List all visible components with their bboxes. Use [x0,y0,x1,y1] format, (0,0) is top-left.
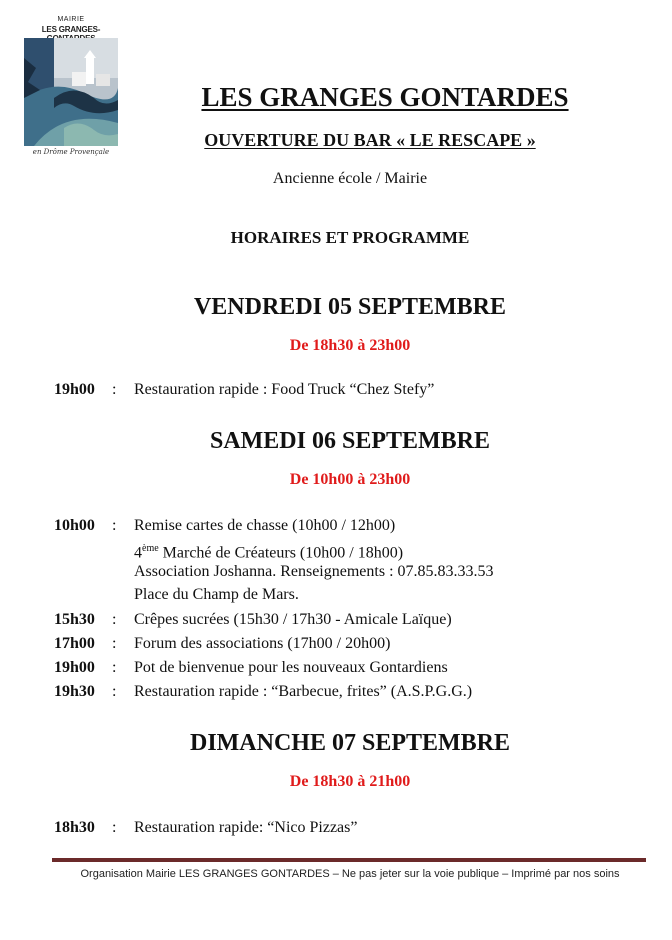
ordinal-suffix: ème [142,543,159,554]
event-location: Ancienne école / Mairie [272,170,428,187]
event-time: 19h00 [54,659,95,676]
event-description: Restauration rapide : “Barbecue, frites” (A.S.P.G.G.) [134,683,473,700]
event-time: 10h00 [54,517,95,534]
event-description: Restauration rapide: “Nico Pizzas” [134,819,358,836]
separator: : [112,635,117,652]
schedule-row [54,656,448,679]
separator: : [112,659,117,676]
ordinal-number: 4 [134,544,142,562]
day-title-sunday: DIMANCHE 07 SEPTEMBRE [189,730,511,756]
page-title: LES GRANGES GONTARDES [201,82,569,112]
event-subtitle: OUVERTURE DU BAR « LE RESCAPE » [204,130,536,150]
separator: : [112,517,117,534]
event-description: Marché de Créateurs (10h00 / 18h00) [158,544,404,562]
event-time: 15h30 [54,611,95,628]
event-description: Remise cartes de chasse (10h00 / 12h00) [134,517,396,534]
day-title-friday: VENDREDI 05 SEPTEMBRE [193,294,507,320]
schedule-heading: HORAIRES ET PROGRAMME [230,228,470,247]
day-hours-sunday: De 18h30 à 21h00 [289,773,411,790]
schedule-continuation: Place du Champ de Mars. [134,586,299,603]
separator: : [112,683,117,700]
schedule-row [54,816,357,839]
event-time: 18h30 [54,819,95,836]
schedule-continuation: Association Joshanna. Renseignements : 07.85.83.33.53 [134,563,494,580]
event-description: Restauration rapide : Food Truck “Chez Stefy” [134,381,435,398]
schedule-row [54,632,390,655]
logo-mairie-text: MAIRIE [57,16,85,23]
separator: : [112,611,117,628]
event-description: Pot de bienvenue pour les nouveaux Gontardiens [134,659,448,676]
schedule-row [54,378,434,401]
separator: : [112,819,117,836]
footer-note: Organisation Mairie LES GRANGES GONTARDES – Ne pas jeter sur la voie publique – Imprimé par nos soins [80,868,620,880]
event-description: Forum des associations (17h00 / 20h00) [134,635,391,652]
day-hours-friday: De 18h30 à 23h00 [289,337,411,354]
schedule-row [54,514,395,537]
event-time: 19h30 [54,683,95,700]
day-title-saturday: SAMEDI 06 SEPTEMBRE [209,428,491,454]
schedule-row [54,608,452,631]
logo-town-text: LES GRANGES- [41,25,101,34]
event-time: 17h00 [54,635,95,652]
day-hours-saturday: De 10h00 à 23h00 [289,471,411,488]
schedule-row [54,680,472,703]
event-time: 19h00 [54,381,95,398]
logo-tagline: en Drôme Provençale [32,148,110,156]
footer-divider [52,858,646,862]
separator: : [112,381,117,398]
event-description: Crêpes sucrées (15h30 / 17h30 - Amicale Laïque) [134,611,452,628]
